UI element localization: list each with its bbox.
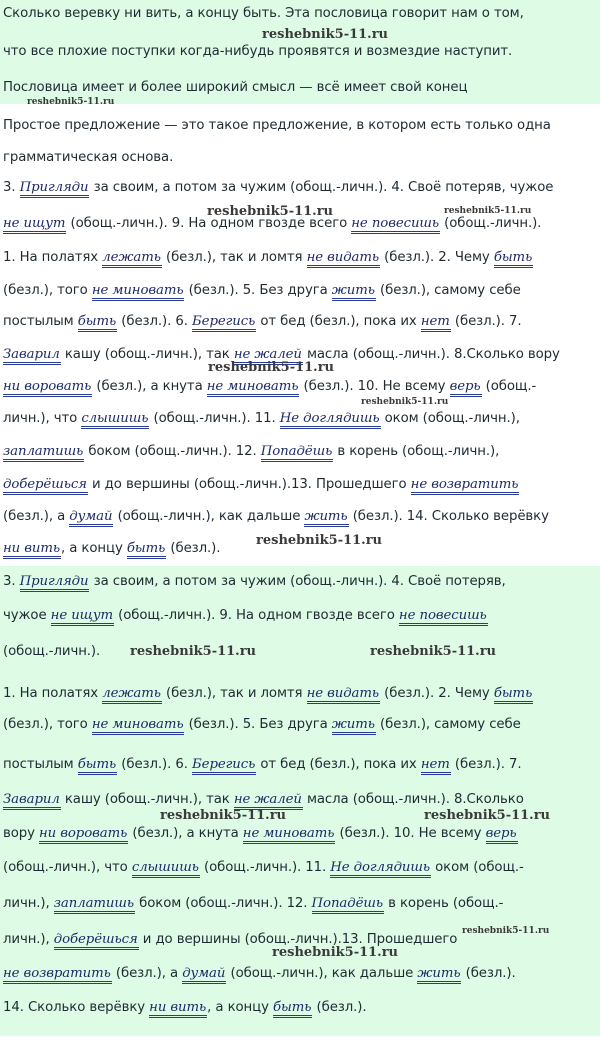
- predicate: нет: [421, 314, 451, 332]
- predicate: жить: [417, 966, 461, 984]
- definition-line: Простое предложение — это такое предложение, в котором есть только одна: [3, 118, 551, 133]
- predicate: думай: [69, 509, 113, 527]
- watermark: reshebnik5-11.ru: [262, 27, 389, 42]
- sentence-line: [3, 757, 522, 772]
- watermark: reshebnik5-11.ru: [207, 204, 334, 219]
- predicate: Не доглядишь: [330, 860, 431, 878]
- sentence-line: [3, 411, 520, 426]
- plain-text: чужое: [3, 608, 51, 623]
- plain-text: (безл.). 7.: [450, 757, 522, 772]
- plain-text: (обощ.-личн.). 9. На одном гвозде всего: [66, 216, 352, 231]
- plain-text: за своим, а потом за чужим (обощ.-личн.). 4. Своё потеряв, чужое: [89, 180, 554, 195]
- plain-text: личн.),: [3, 932, 54, 947]
- plain-text: за своим, а потом за чужим (обощ.-личн.). 4. Своё потеряв,: [89, 574, 506, 589]
- sentence-line: [3, 860, 524, 875]
- sentence-line: [3, 444, 499, 459]
- plain-text: (безл.).: [461, 966, 516, 981]
- watermark: reshebnik5-11.ru: [272, 945, 399, 960]
- predicate: доберёшься: [3, 477, 88, 495]
- predicate: лежать: [102, 250, 162, 268]
- plain-text: 1. На полатях: [3, 250, 103, 265]
- plain-text: и до вершины (обощ.-личн.).13. Прошедшего: [87, 477, 411, 492]
- sentence-line: [3, 314, 522, 329]
- predicate: Берегись: [192, 757, 256, 775]
- predicate: не миновать: [92, 717, 185, 735]
- watermark: reshebnik5-11.ru: [361, 397, 449, 407]
- intro-line: Пословица имеет и более широкий смысл — всё имеет свой конец: [3, 80, 468, 95]
- plain-text: постылым: [3, 314, 78, 329]
- sentence-line: [3, 717, 521, 732]
- predicate: жить: [332, 283, 376, 301]
- predicate: быть: [273, 1000, 312, 1018]
- plain-text: вору: [3, 826, 40, 841]
- plain-text: в корень (обощ.-: [383, 896, 504, 911]
- plain-text: боком (обощ.-личн.). 12.: [135, 896, 312, 911]
- sentence-line: [3, 792, 524, 807]
- sentence-line: [3, 644, 100, 659]
- sentence-line: [3, 283, 521, 298]
- predicate: ни вить: [3, 541, 61, 559]
- predicate: быть: [78, 757, 117, 775]
- predicate: не видать: [307, 250, 380, 268]
- predicate: не повесишь: [399, 608, 488, 626]
- predicate: верь: [486, 826, 518, 844]
- predicate: ни воровать: [39, 826, 128, 844]
- plain-text: (обощ.-личн.), как дальше: [226, 966, 418, 981]
- sentence-line: [3, 1000, 367, 1015]
- sentence-line: [3, 896, 503, 911]
- plain-text: (обощ.-личн.). 11.: [199, 860, 331, 875]
- plain-text: (безл.). 7.: [450, 314, 522, 329]
- plain-text: (обощ.-личн.). 11.: [149, 411, 280, 426]
- predicate: не миновать: [243, 826, 336, 844]
- plain-text: (безл.). 14. Сколько верёвку: [348, 509, 549, 524]
- plain-text: (безл.). 2. Чему: [380, 250, 494, 265]
- intro-line: Сколько веревку ни вить, а концу быть. Эта пословица говорит нам о том,: [3, 6, 524, 21]
- predicate: не миновать: [207, 379, 300, 397]
- plain-text: (безл.), самому себе: [375, 283, 521, 298]
- predicate: не миновать: [92, 283, 185, 301]
- predicate: заплатишь: [3, 444, 84, 462]
- plain-text: (безл.). 2. Чему: [380, 686, 494, 701]
- sentence-line: [3, 686, 533, 701]
- plain-text: 1. На полатях: [3, 686, 103, 701]
- plain-text: (безл.), так и ломтя: [161, 686, 307, 701]
- plain-text: 14. Сколько верёвку: [3, 1000, 150, 1015]
- predicate: лежать: [102, 686, 162, 704]
- plain-text: (безл.). 6.: [117, 314, 193, 329]
- watermark: reshebnik5-11.ru: [130, 644, 257, 659]
- watermark: reshebnik5-11.ru: [208, 360, 335, 375]
- predicate: быть: [78, 314, 117, 332]
- plain-text: (обощ.-личн.).: [440, 216, 542, 231]
- predicate: Пригляди: [20, 180, 90, 198]
- predicate: не жалей: [234, 792, 303, 810]
- plain-text: , а концу: [61, 541, 127, 556]
- plain-text: кашу (обощ.-личн.), так: [60, 792, 234, 807]
- plain-text: (безл.).: [166, 541, 221, 556]
- plain-text: (безл.). 5. Без друга: [184, 283, 332, 298]
- plain-text: (безл.). 10. Не всему: [335, 826, 486, 841]
- sentence-line: [3, 250, 533, 265]
- plain-text: (безл.), а: [3, 509, 70, 524]
- plain-text: и до вершины (обощ.-личн.).13. Прошедшего: [138, 932, 458, 947]
- predicate: слышишь: [132, 860, 200, 878]
- sentence-line: [3, 826, 518, 841]
- watermark: reshebnik5-11.ru: [444, 206, 532, 216]
- plain-text: (безл.), а кнута: [92, 379, 207, 394]
- watermark: reshebnik5-11.ru: [256, 533, 383, 548]
- plain-text: (безл.), а кнута: [128, 826, 243, 841]
- plain-text: (безл.). 6.: [117, 757, 193, 772]
- predicate: быть: [127, 541, 166, 559]
- definition-block: [0, 104, 600, 174]
- intro-block: [0, 0, 600, 104]
- plain-text: от бед (безл.), пока их: [256, 757, 421, 772]
- predicate: не возвратить: [411, 477, 520, 495]
- watermark: reshebnik5-11.ru: [27, 97, 115, 107]
- predicate: заплатишь: [54, 896, 135, 914]
- plain-text: масла (обощ.-личн.). 8.Сколько вору: [302, 347, 560, 362]
- predicate: не жалей: [234, 347, 303, 365]
- predicate: Пригляди: [20, 574, 90, 592]
- predicate: Заварил: [3, 347, 61, 365]
- plain-text: (безл.), так и ломтя: [161, 250, 307, 265]
- watermark: reshebnik5-11.ru: [424, 808, 551, 823]
- predicate: верь: [450, 379, 482, 397]
- plain-text: личн.),: [3, 896, 54, 911]
- plain-text: (обощ.-личн.), что: [3, 860, 132, 875]
- sentence-line: [3, 180, 553, 195]
- watermark: reshebnik5-11.ru: [160, 808, 287, 823]
- plain-text: (безл.).: [312, 1000, 367, 1015]
- plain-text: 3.: [3, 574, 20, 589]
- sentence-line: [3, 477, 519, 492]
- plain-text: личн.), что: [3, 411, 82, 426]
- predicate: думай: [182, 966, 226, 984]
- predicate: Заварил: [3, 792, 61, 810]
- watermark: reshebnik5-11.ru: [370, 644, 497, 659]
- sentence-line: [3, 509, 549, 524]
- predicate: слышишь: [81, 411, 149, 429]
- predicate: быть: [494, 250, 533, 268]
- plain-text: (безл.), того: [3, 283, 92, 298]
- sentence-line: [3, 574, 506, 589]
- plain-text: (безл.), а: [111, 966, 183, 981]
- plain-text: оком (обощ.-личн.),: [380, 411, 520, 426]
- predicate: Попадёшь: [312, 896, 384, 914]
- sentence-line: [3, 608, 488, 623]
- predicate: не ищут: [3, 216, 66, 234]
- plain-text: боком (обощ.-личн.). 12.: [84, 444, 261, 459]
- plain-text: (обощ.-личн.).: [3, 644, 101, 659]
- predicate: Не доглядишь: [280, 411, 381, 429]
- plain-text: масла (обощ.-личн.). 8.Сколько: [302, 792, 524, 807]
- watermark: reshebnik5-11.ru: [462, 926, 550, 936]
- predicate: не возвратить: [3, 966, 112, 984]
- predicate: Берегись: [192, 314, 256, 332]
- plain-text: (безл.), самому себе: [375, 717, 521, 732]
- predicate: жить: [304, 509, 348, 527]
- sentence-line: [3, 966, 516, 981]
- plain-text: (обощ.-: [481, 379, 537, 394]
- plain-text: 3.: [3, 180, 20, 195]
- plain-text: (обощ.-личн.), как дальше: [113, 509, 305, 524]
- predicate: нет: [421, 757, 451, 775]
- definition-line: грамматическая основа.: [3, 150, 174, 165]
- plain-text: в корень (обощ.-личн.),: [333, 444, 500, 459]
- predicate: доберёшься: [54, 932, 139, 950]
- predicate: быть: [494, 686, 533, 704]
- plain-text: постылым: [3, 757, 78, 772]
- predicate: Попадёшь: [261, 444, 333, 462]
- plain-text: от бед (безл.), пока их: [256, 314, 421, 329]
- plain-text: (безл.), того: [3, 717, 92, 732]
- predicate: ни вить: [149, 1000, 207, 1018]
- plain-text: (безл.). 10. Не всему: [299, 379, 450, 394]
- plain-text: (безл.). 5. Без друга: [184, 717, 332, 732]
- predicate: жить: [332, 717, 376, 735]
- plain-text: оком (обощ.-: [431, 860, 524, 875]
- answer-block-highlighted: [0, 566, 600, 1036]
- plain-text: , а концу: [207, 1000, 273, 1015]
- predicate: не повесишь: [351, 216, 440, 234]
- predicate: не ищут: [51, 608, 114, 626]
- predicate: ни воровать: [3, 379, 92, 397]
- plain-text: кашу (обощ.-личн.), так: [60, 347, 234, 362]
- sentence-line: [3, 541, 220, 556]
- predicate: не видать: [307, 686, 380, 704]
- sentence-line: [3, 379, 536, 394]
- intro-line: что все плохие поступки когда-нибудь проявятся и возмездие наступит.: [3, 44, 513, 59]
- plain-text: (обощ.-личн.). 9. На одном гвозде всего: [114, 608, 399, 623]
